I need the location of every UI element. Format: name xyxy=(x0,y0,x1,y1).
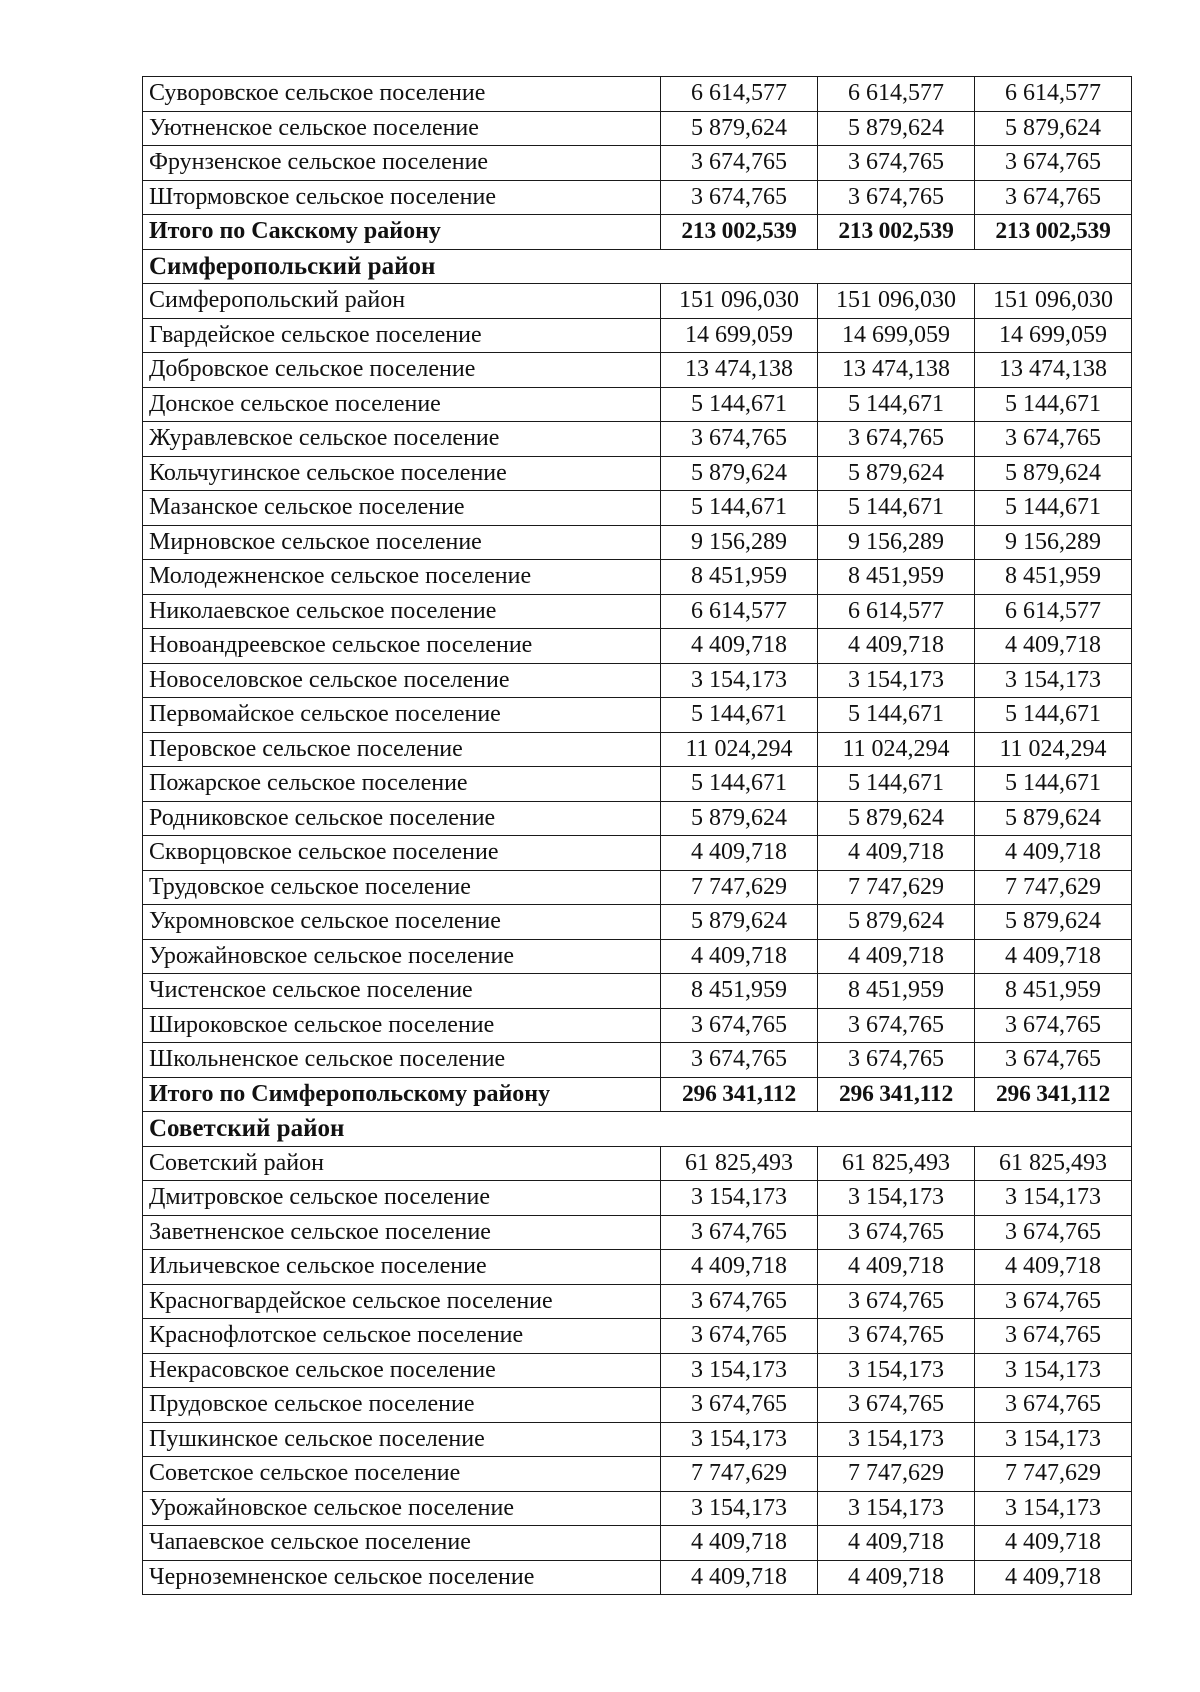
amount-cell-1: 5 144,671 xyxy=(661,767,818,802)
amount-cell-2: 8 451,959 xyxy=(818,560,975,595)
amount-cell-1: 4 409,718 xyxy=(661,1560,818,1595)
amount-cell-3: 8 451,959 xyxy=(975,974,1132,1009)
amount-cell-2: 6 614,577 xyxy=(818,77,975,112)
settlement-name: Скворцовское сельское поселение xyxy=(143,836,661,871)
settlement-name: Симферопольский район xyxy=(143,284,661,319)
amount-cell-3: 6 614,577 xyxy=(975,77,1132,112)
settlement-name: Чистенское сельское поселение xyxy=(143,974,661,1009)
settlement-name: Дмитровское сельское поселение xyxy=(143,1181,661,1216)
amount-cell-1: 8 451,959 xyxy=(661,974,818,1009)
amount-cell-3: 3 674,765 xyxy=(975,146,1132,181)
total-row xyxy=(143,1077,1132,1112)
amount-cell-2: 3 154,173 xyxy=(818,1491,975,1526)
table-row xyxy=(143,870,1132,905)
settlement-name: Добровское сельское поселение xyxy=(143,353,661,388)
amount-cell-3: 3 674,765 xyxy=(975,1215,1132,1250)
amount-cell-1: 3 674,765 xyxy=(661,1008,818,1043)
amount-cell-3: 13 474,138 xyxy=(975,353,1132,388)
amount-cell-1: 6 614,577 xyxy=(661,77,818,112)
settlement-name: Первомайское сельское поселение xyxy=(143,698,661,733)
amount-cell-2: 5 144,671 xyxy=(818,387,975,422)
amount-cell-3: 61 825,493 xyxy=(975,1146,1132,1181)
table-row xyxy=(143,836,1132,871)
amount-cell-2: 5 144,671 xyxy=(818,767,975,802)
amount-cell-1: 213 002,539 xyxy=(661,215,818,250)
section-title: Симферопольский район xyxy=(143,249,1132,284)
amount-cell-3: 3 674,765 xyxy=(975,1388,1132,1423)
amount-cell-3: 3 674,765 xyxy=(975,422,1132,457)
table-row xyxy=(143,698,1132,733)
table-row xyxy=(143,525,1132,560)
amount-cell-3: 5 144,671 xyxy=(975,387,1132,422)
settlement-name: Урожайновское сельское поселение xyxy=(143,1491,661,1526)
settlement-name: Уютненское сельское поселение xyxy=(143,111,661,146)
table-body xyxy=(143,77,1132,1595)
settlement-name: Школьненское сельское поселение xyxy=(143,1043,661,1078)
amount-cell-3: 3 154,173 xyxy=(975,1353,1132,1388)
total-row xyxy=(143,215,1132,250)
amount-cell-1: 5 144,671 xyxy=(661,698,818,733)
settlement-name: Трудовское сельское поселение xyxy=(143,870,661,905)
table-row xyxy=(143,801,1132,836)
settlement-name: Широковское сельское поселение xyxy=(143,1008,661,1043)
amount-cell-2: 3 674,765 xyxy=(818,422,975,457)
amount-cell-2: 3 674,765 xyxy=(818,1215,975,1250)
settlement-name: Родниковское сельское поселение xyxy=(143,801,661,836)
settlement-name: Чапаевское сельское поселение xyxy=(143,1526,661,1561)
amount-cell-1: 5 879,624 xyxy=(661,111,818,146)
amount-cell-1: 5 879,624 xyxy=(661,905,818,940)
amount-cell-1: 3 154,173 xyxy=(661,1353,818,1388)
amount-cell-3: 4 409,718 xyxy=(975,1560,1132,1595)
settlement-name: Новоандреевское сельское поселение xyxy=(143,629,661,664)
table-row xyxy=(143,1250,1132,1285)
amount-cell-2: 3 674,765 xyxy=(818,1319,975,1354)
settlement-name: Гвардейское сельское поселение xyxy=(143,318,661,353)
amount-cell-2: 6 614,577 xyxy=(818,594,975,629)
amount-cell-2: 9 156,289 xyxy=(818,525,975,560)
amount-cell-1: 3 674,765 xyxy=(661,146,818,181)
settlement-name: Перовское сельское поселение xyxy=(143,732,661,767)
amount-cell-1: 151 096,030 xyxy=(661,284,818,319)
table-row xyxy=(143,1491,1132,1526)
amount-cell-1: 3 674,765 xyxy=(661,422,818,457)
table-row xyxy=(143,1181,1132,1216)
amount-cell-1: 4 409,718 xyxy=(661,1250,818,1285)
table-row xyxy=(143,1284,1132,1319)
amount-cell-3: 3 674,765 xyxy=(975,1319,1132,1354)
amount-cell-1: 8 451,959 xyxy=(661,560,818,595)
amount-cell-3: 5 144,671 xyxy=(975,767,1132,802)
amount-cell-2: 3 674,765 xyxy=(818,1284,975,1319)
amount-cell-1: 3 154,173 xyxy=(661,1181,818,1216)
amount-cell-1: 3 674,765 xyxy=(661,1388,818,1423)
table-row xyxy=(143,767,1132,802)
settlement-name: Прудовское сельское поселение xyxy=(143,1388,661,1423)
amount-cell-2: 4 409,718 xyxy=(818,836,975,871)
table-row xyxy=(143,594,1132,629)
amount-cell-1: 3 674,765 xyxy=(661,1215,818,1250)
amount-cell-2: 3 674,765 xyxy=(818,1043,975,1078)
table-row xyxy=(143,1560,1132,1595)
table-row xyxy=(143,111,1132,146)
table-row xyxy=(143,560,1132,595)
section-header-row xyxy=(143,1112,1132,1147)
amount-cell-2: 3 674,765 xyxy=(818,1008,975,1043)
amount-cell-3: 7 747,629 xyxy=(975,870,1132,905)
amount-cell-2: 3 674,765 xyxy=(818,146,975,181)
settlement-name: Укромновское сельское поселение xyxy=(143,905,661,940)
amount-cell-3: 4 409,718 xyxy=(975,1526,1132,1561)
amount-cell-3: 3 154,173 xyxy=(975,1181,1132,1216)
settlement-name: Пожарское сельское поселение xyxy=(143,767,661,802)
table-row xyxy=(143,1008,1132,1043)
table-row xyxy=(143,663,1132,698)
amount-cell-3: 11 024,294 xyxy=(975,732,1132,767)
amount-cell-2: 3 154,173 xyxy=(818,663,975,698)
amount-cell-3: 4 409,718 xyxy=(975,939,1132,974)
amount-cell-3: 6 614,577 xyxy=(975,594,1132,629)
amount-cell-1: 3 154,173 xyxy=(661,1422,818,1457)
settlement-name: Советское сельское поселение xyxy=(143,1457,661,1492)
amount-cell-1: 4 409,718 xyxy=(661,629,818,664)
amount-cell-2: 4 409,718 xyxy=(818,1250,975,1285)
amount-cell-2: 3 154,173 xyxy=(818,1422,975,1457)
amount-cell-2: 4 409,718 xyxy=(818,939,975,974)
amount-cell-2: 213 002,539 xyxy=(818,215,975,250)
settlement-name: Мирновское сельское поселение xyxy=(143,525,661,560)
amount-cell-2: 5 879,624 xyxy=(818,905,975,940)
amount-cell-2: 7 747,629 xyxy=(818,1457,975,1492)
amount-cell-2: 296 341,112 xyxy=(818,1077,975,1112)
amount-cell-1: 9 156,289 xyxy=(661,525,818,560)
table-row xyxy=(143,1043,1132,1078)
table-row xyxy=(143,1526,1132,1561)
settlement-name: Советский район xyxy=(143,1146,661,1181)
settlement-name: Урожайновское сельское поселение xyxy=(143,939,661,974)
budget-allocation-table xyxy=(142,76,1132,1595)
settlement-name: Красногвардейское сельское поселение xyxy=(143,1284,661,1319)
amount-cell-3: 5 879,624 xyxy=(975,801,1132,836)
amount-cell-2: 5 144,671 xyxy=(818,491,975,526)
amount-cell-2: 13 474,138 xyxy=(818,353,975,388)
settlement-name: Пушкинское сельское поселение xyxy=(143,1422,661,1457)
amount-cell-3: 3 674,765 xyxy=(975,1008,1132,1043)
settlement-name: Суворовское сельское поселение xyxy=(143,77,661,112)
amount-cell-1: 6 614,577 xyxy=(661,594,818,629)
amount-cell-1: 61 825,493 xyxy=(661,1146,818,1181)
amount-cell-3: 3 154,173 xyxy=(975,1422,1132,1457)
settlement-name: Кольчугинское сельское поселение xyxy=(143,456,661,491)
table-row xyxy=(143,353,1132,388)
amount-cell-1: 14 699,059 xyxy=(661,318,818,353)
table-row xyxy=(143,1422,1132,1457)
amount-cell-3: 3 674,765 xyxy=(975,1043,1132,1078)
amount-cell-2: 3 154,173 xyxy=(818,1181,975,1216)
settlement-name: Ильичевское сельское поселение xyxy=(143,1250,661,1285)
settlement-name: Черноземненское сельское поселение xyxy=(143,1560,661,1595)
amount-cell-3: 5 144,671 xyxy=(975,491,1132,526)
amount-cell-2: 7 747,629 xyxy=(818,870,975,905)
settlement-name: Некрасовское сельское поселение xyxy=(143,1353,661,1388)
table-row xyxy=(143,1457,1132,1492)
amount-cell-1: 5 879,624 xyxy=(661,801,818,836)
amount-cell-3: 5 879,624 xyxy=(975,905,1132,940)
settlement-name: Новоселовское сельское поселение xyxy=(143,663,661,698)
amount-cell-3: 3 674,765 xyxy=(975,180,1132,215)
settlement-name: Краснофлотское сельское поселение xyxy=(143,1319,661,1354)
table-row xyxy=(143,1146,1132,1181)
amount-cell-1: 4 409,718 xyxy=(661,939,818,974)
amount-cell-3: 8 451,959 xyxy=(975,560,1132,595)
table-row xyxy=(143,284,1132,319)
settlement-name: Мазанское сельское поселение xyxy=(143,491,661,526)
amount-cell-3: 151 096,030 xyxy=(975,284,1132,319)
table-row xyxy=(143,629,1132,664)
amount-cell-2: 4 409,718 xyxy=(818,1526,975,1561)
amount-cell-1: 3 674,765 xyxy=(661,1319,818,1354)
amount-cell-1: 5 879,624 xyxy=(661,456,818,491)
amount-cell-3: 5 879,624 xyxy=(975,456,1132,491)
table-row xyxy=(143,732,1132,767)
amount-cell-3: 4 409,718 xyxy=(975,1250,1132,1285)
amount-cell-1: 3 154,173 xyxy=(661,663,818,698)
amount-cell-3: 3 674,765 xyxy=(975,1284,1132,1319)
settlement-name: Штормовское сельское поселение xyxy=(143,180,661,215)
amount-cell-1: 4 409,718 xyxy=(661,1526,818,1561)
amount-cell-3: 213 002,539 xyxy=(975,215,1132,250)
amount-cell-2: 5 879,624 xyxy=(818,456,975,491)
amount-cell-1: 296 341,112 xyxy=(661,1077,818,1112)
settlement-name: Николаевское сельское поселение xyxy=(143,594,661,629)
amount-cell-3: 9 156,289 xyxy=(975,525,1132,560)
amount-cell-3: 3 154,173 xyxy=(975,1491,1132,1526)
amount-cell-1: 7 747,629 xyxy=(661,1457,818,1492)
amount-cell-2: 5 879,624 xyxy=(818,111,975,146)
table-row xyxy=(143,1388,1132,1423)
amount-cell-2: 61 825,493 xyxy=(818,1146,975,1181)
amount-cell-2: 14 699,059 xyxy=(818,318,975,353)
section-header-row xyxy=(143,249,1132,284)
amount-cell-3: 5 879,624 xyxy=(975,111,1132,146)
amount-cell-2: 3 674,765 xyxy=(818,1388,975,1423)
amount-cell-2: 151 096,030 xyxy=(818,284,975,319)
amount-cell-2: 3 674,765 xyxy=(818,180,975,215)
table-row xyxy=(143,456,1132,491)
amount-cell-1: 3 674,765 xyxy=(661,1043,818,1078)
amount-cell-1: 5 144,671 xyxy=(661,491,818,526)
table-row xyxy=(143,491,1132,526)
amount-cell-3: 4 409,718 xyxy=(975,629,1132,664)
table-row xyxy=(143,180,1132,215)
settlement-name: Донское сельское поселение xyxy=(143,387,661,422)
document-page xyxy=(142,76,1132,1595)
amount-cell-1: 3 674,765 xyxy=(661,180,818,215)
amount-cell-1: 7 747,629 xyxy=(661,870,818,905)
table-row xyxy=(143,1215,1132,1250)
amount-cell-1: 13 474,138 xyxy=(661,353,818,388)
amount-cell-2: 8 451,959 xyxy=(818,974,975,1009)
amount-cell-1: 3 154,173 xyxy=(661,1491,818,1526)
settlement-name: Фрунзенское сельское поселение xyxy=(143,146,661,181)
amount-cell-2: 4 409,718 xyxy=(818,629,975,664)
amount-cell-2: 11 024,294 xyxy=(818,732,975,767)
amount-cell-3: 3 154,173 xyxy=(975,663,1132,698)
table-row xyxy=(143,77,1132,112)
table-row xyxy=(143,939,1132,974)
table-row xyxy=(143,422,1132,457)
amount-cell-1: 5 144,671 xyxy=(661,387,818,422)
amount-cell-1: 11 024,294 xyxy=(661,732,818,767)
settlement-name: Заветненское сельское поселение xyxy=(143,1215,661,1250)
amount-cell-3: 296 341,112 xyxy=(975,1077,1132,1112)
amount-cell-3: 14 699,059 xyxy=(975,318,1132,353)
total-label: Итого по Симферопольскому району xyxy=(143,1077,661,1112)
total-label: Итого по Сакскому району xyxy=(143,215,661,250)
amount-cell-2: 3 154,173 xyxy=(818,1353,975,1388)
table-row xyxy=(143,1319,1132,1354)
table-row xyxy=(143,905,1132,940)
amount-cell-2: 4 409,718 xyxy=(818,1560,975,1595)
amount-cell-3: 7 747,629 xyxy=(975,1457,1132,1492)
table-row xyxy=(143,318,1132,353)
settlement-name: Молодежненское сельское поселение xyxy=(143,560,661,595)
table-row xyxy=(143,387,1132,422)
amount-cell-3: 5 144,671 xyxy=(975,698,1132,733)
amount-cell-2: 5 144,671 xyxy=(818,698,975,733)
table-row xyxy=(143,146,1132,181)
amount-cell-1: 4 409,718 xyxy=(661,836,818,871)
amount-cell-3: 4 409,718 xyxy=(975,836,1132,871)
settlement-name: Журавлевское сельское поселение xyxy=(143,422,661,457)
section-title: Советский район xyxy=(143,1112,1132,1147)
table-row xyxy=(143,974,1132,1009)
amount-cell-2: 5 879,624 xyxy=(818,801,975,836)
table-row xyxy=(143,1353,1132,1388)
amount-cell-1: 3 674,765 xyxy=(661,1284,818,1319)
